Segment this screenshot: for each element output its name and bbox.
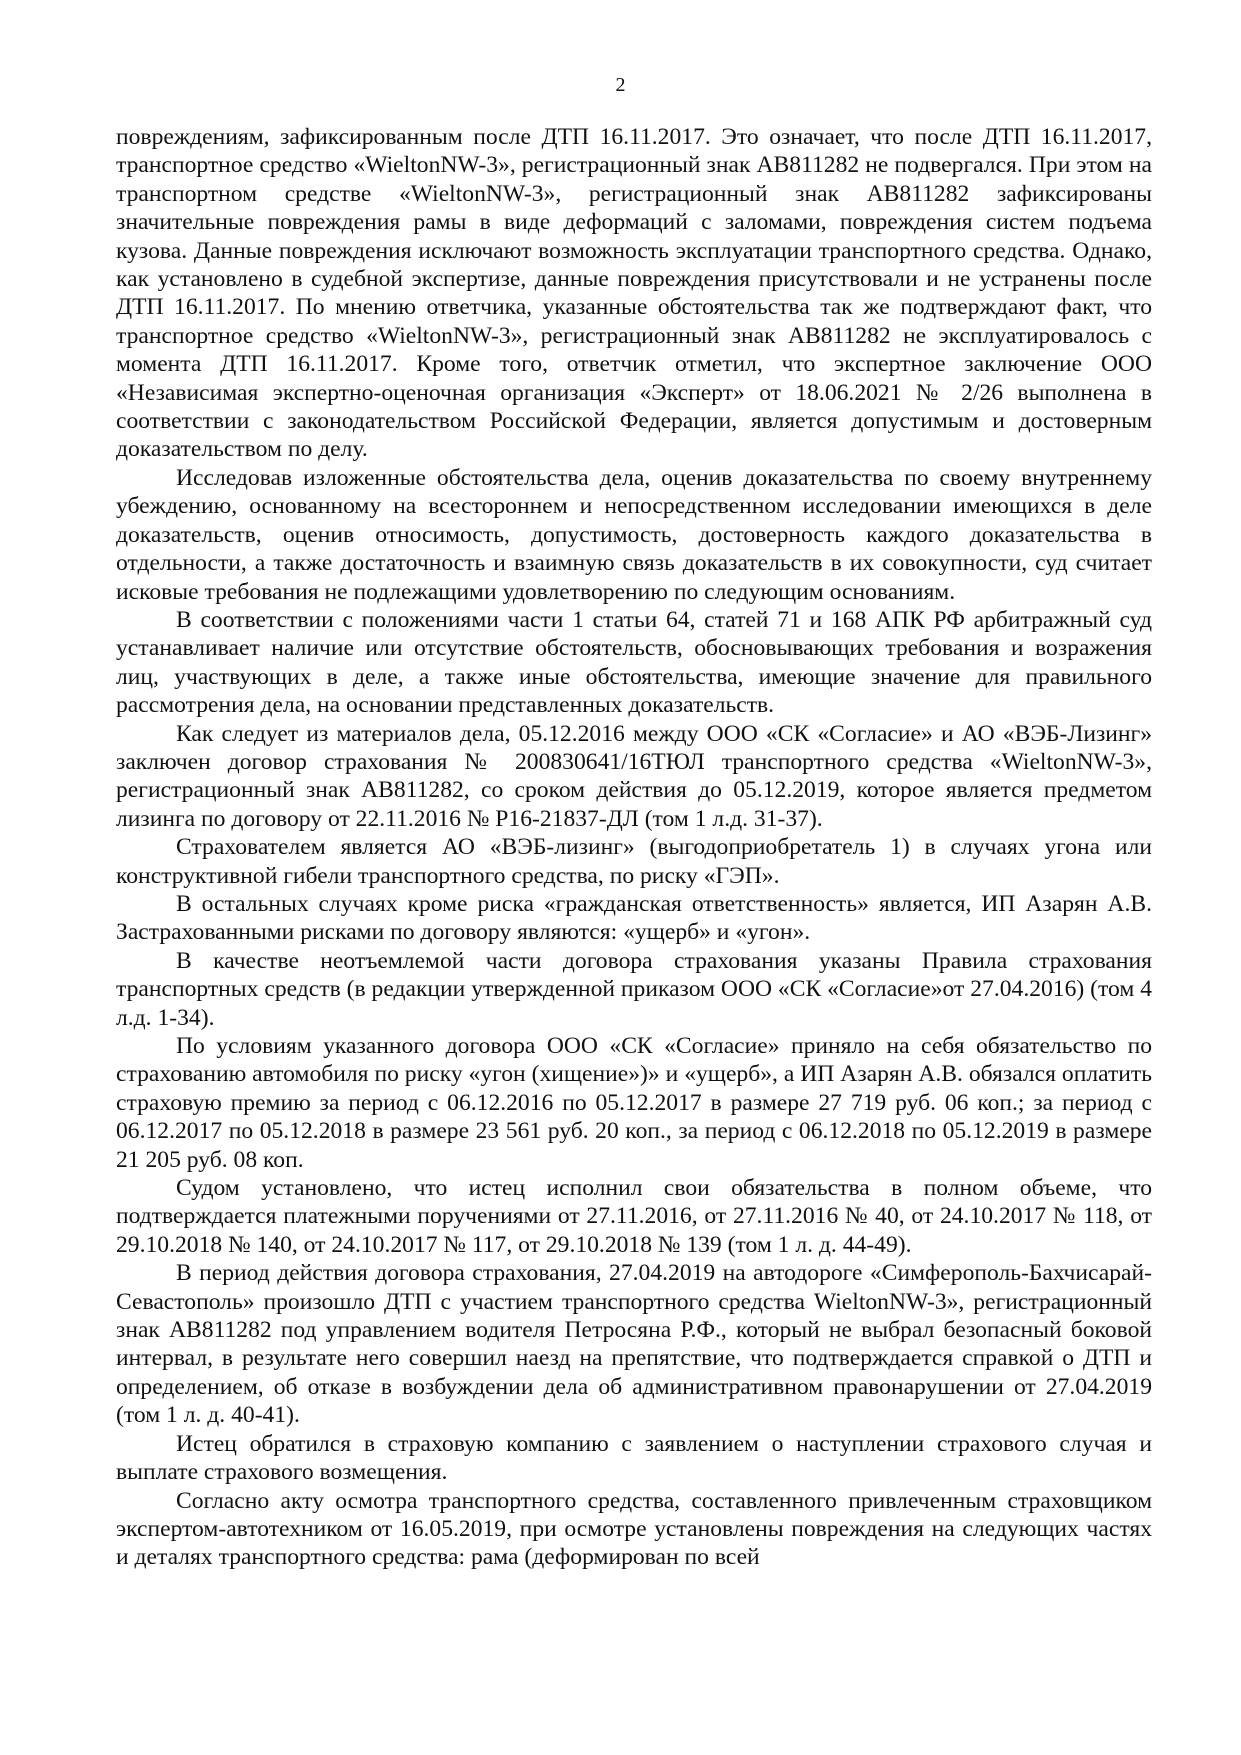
paragraph-truncated: Согласно акту осмотра транспортного средства, составленного привлеченным страховщиком экспертом-автотехником от 16.05.2019, при осмотре установлены повреждения на следующих частях и деталях транспортного средства: рама (деформирован по всей — [116, 1487, 1152, 1571]
paragraph: Истец обратился в страховую компанию с заявлением о наступлении страхового случая и выплате страхового возмещения. — [116, 1430, 1152, 1486]
paragraph: Исследовав изложенные обстоятельства дела, оценив доказательства по своему внутреннему убеждению, основанному на всестороннем и непосредственном исследовании имеющихся в деле доказательств, оценив относимость, допустимость, достоверность каждого доказательства в отдельности, а также достаточность и взаимную связь доказательств в их совокупности, суд считает исковые требования не подлежащими удовлетворению по следующим основаниям. — [116, 464, 1152, 605]
document-body — [116, 123, 1152, 1572]
paragraph: В качестве неотъемлемой части договора страхования указаны Правила страхования транспортных средств (в редакции утвержденной приказом ООО «СК «Согласие»от 27.04.2016) (том 4 л.д. 1-34). — [116, 947, 1152, 1031]
paragraph: В остальных случаях кроме риска «гражданская ответственность» является, ИП Азарян А.В. Застрахованными рисками по договору являются: «ущерб» и «угон». — [116, 890, 1152, 946]
paragraph: В период действия договора страхования, 27.04.2019 на автодороге «Симферополь-Бахчисарай-Севастополь» произошло ДТП с участием транспортного средства WieltonNW-3», регистрационный знак АВ811282 под управлением водителя Петросяна Р.Ф., который не выбрал безопасный боковой интервал, в результате него совершил наезд на препятствие, что подтверждается справкой о ДТП и определением, об отказе в возбуждении дела об административном правонарушении от 27.04.2019 (том 1 л. д. 40-41). — [116, 1260, 1152, 1429]
page-number: 2 — [615, 74, 626, 96]
paragraph: В соответствии с положениями части 1 статьи 64, статей 71 и 168 АПК РФ арбитражный суд устанавливает наличие или отсутствие обстоятельств, обосновывающих требования и возражения лиц, участвующих в деле, а также иные обстоятельства, имеющие значение для правильного рассмотрения дела, на основании представленных доказательств. — [116, 606, 1152, 719]
paragraph: По условиям указанного договора ООО «СК «Согласие» приняло на себя обязательство по страхованию автомобиля по риску «угон (хищение»)» и «ущерб», а ИП Азарян А.В. обязался оплатить страховую премию за период с 06.12.2016 по 05.12.2017 в размере 27 719 руб. 06 коп.; за период с 06.12.2017 по 05.12.2018 в размере 23 561 руб. 20 коп., за период с 06.12.2018 по 05.12.2019 в размере 21 205 руб. 08 коп. — [116, 1033, 1152, 1173]
paragraph-continued: повреждениям, зафиксированным после ДТП 16.11.2017. Это означает, что после ДТП 16.11.2017, транспортное средство «WieltonNW-3», регистрационный знак АВ811282 не подвергался. При этом на транспортном средстве «WieltonNW-3», регистрационный знак АВ811282 зафиксированы значительные повреждения рамы в виде деформаций с заломами, повреждения систем подъема кузова. Данные повреждения исключают возможность эксплуатации транспортного средства. Однако, как установлено в судебной экспертизе, данные повреждения присутствовали и не устранены после ДТП 16.11.2017. По мнению ответчика, указанные обстоятельства так же подтверждают факт, что транспортное средство «WieltonNW-3», регистрационный знак АВ811282 не эксплуатировалось с момента ДТП 16.11.2017. Кроме того, ответчик отметил, что экспертное заключение ООО «Независимая экспертно-оценочная организация «Эксперт» от 18.06.2021 № 2/26 выполнена в соответствии с законодательством Российской Федерации, является допустимым и достоверным доказательством по делу. — [116, 124, 1152, 463]
paragraph: Как следует из материалов дела, 05.12.2016 между ООО «СК «Согласие» и АО «ВЭБ-Лизинг» заключен договор страхования № 200830641/16ТЮЛ транспортного средства «WieltonNW-3», регистрационный знак АВ811282, со сроком действия до 05.12.2019, которое является предметом лизинга по договору от 22.11.2016 № Р16-21837-ДЛ (том 1 л.д. 31-37). — [116, 720, 1152, 832]
paragraph: Судом установлено, что истец исполнил свои обязательства в полном объеме, что подтверждается платежными поручениями от 27.11.2016, от 27.11.2016 № 40, от 24.10.2017 № 118, от 29.10.2018 № 140, от 24.10.2017 № 117, от 29.10.2018 № 139 (том 1 л. д. 44-49). — [116, 1175, 1152, 1258]
paragraph: Страхователем является АО «ВЭБ-лизинг» (выгодоприобретатель 1) в случаях угона или конструктивной гибели транспортного средства, по риску «ГЭП». — [116, 834, 1152, 889]
